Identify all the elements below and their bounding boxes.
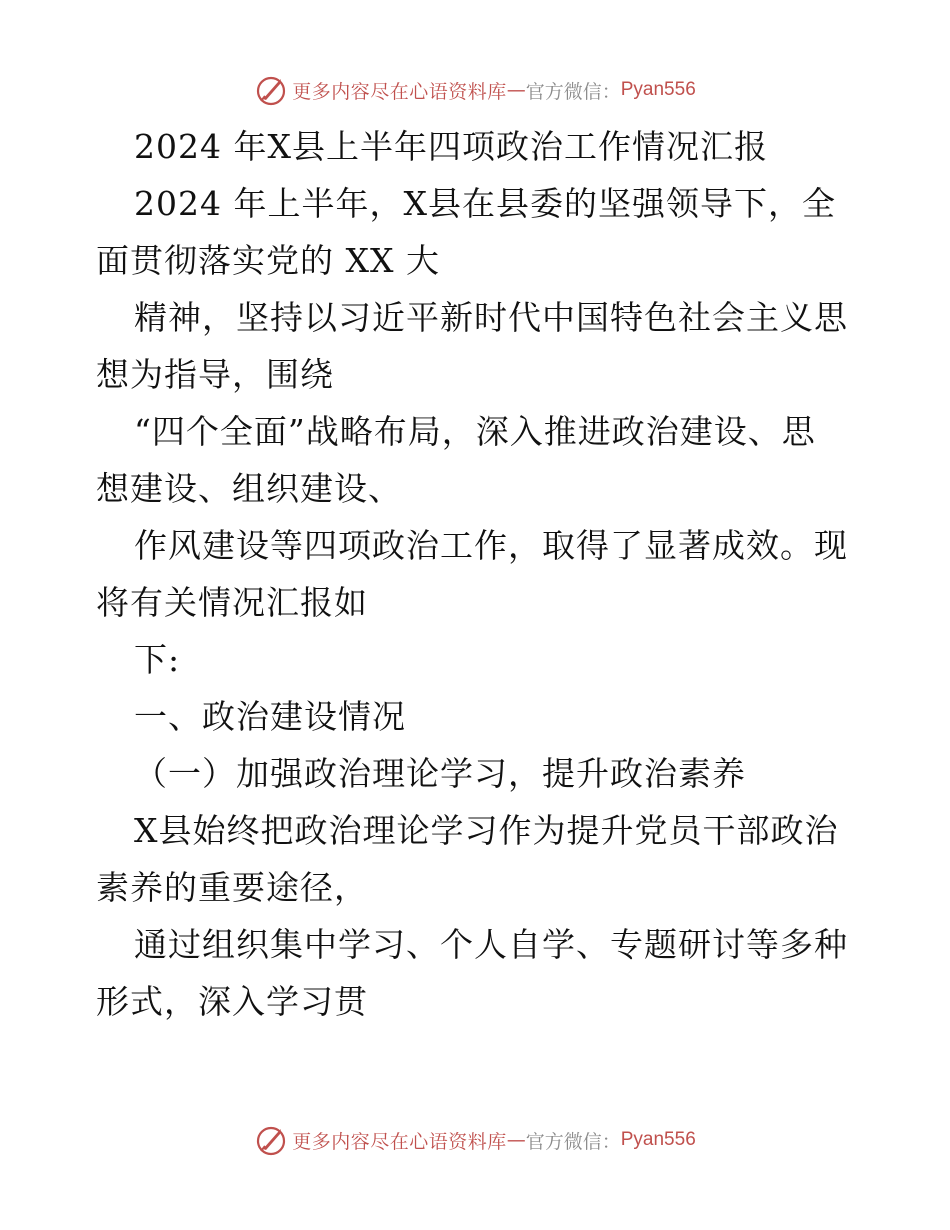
paragraph-line: 2024 年上半年，X县在县委的坚强领导下，全 xyxy=(134,184,836,223)
paragraph-line: 作风建设等四项政治工作，取得了显著成效。现 xyxy=(134,526,848,565)
paragraph-line: 面贯彻落实党的 XX 大 xyxy=(96,241,440,280)
watermark-dash: — xyxy=(506,1129,526,1151)
paragraph-line: 下: xyxy=(134,640,181,679)
header-watermark xyxy=(0,72,950,108)
quill-logo-icon xyxy=(254,1123,288,1157)
watermark-wechat-label: 官方微信： xyxy=(525,80,621,103)
watermark-main-text: 更多内容尽在心语资料库 xyxy=(292,1130,507,1153)
watermark-main-text: 更多内容尽在心语资料库 xyxy=(292,80,507,103)
paragraph-line: 精神，坚持以习近平新时代中国特色社会主义思 xyxy=(134,298,848,337)
paragraph-line: 形式，深入学习贯 xyxy=(96,982,368,1021)
section-heading: 一、政治建设情况 xyxy=(134,697,406,736)
paragraph-line: “四个全面”战略布局，深入推进政治建设、思 xyxy=(134,412,816,451)
subsection-heading: （一）加强政治理论学习，提升政治素养 xyxy=(134,754,746,793)
document-title: 2024 年X县上半年四项政治工作情况汇报 xyxy=(134,127,768,166)
document-body xyxy=(96,118,856,1030)
footer-watermark xyxy=(0,1122,950,1158)
paragraph-line: 通过组织集中学习、个人自学、专题研讨等多种 xyxy=(134,925,848,964)
paragraph-line: X县始终把政治理论学习作为提升党员干部政治 xyxy=(134,811,839,850)
paragraph-line: 素养的重要途径， xyxy=(96,868,368,907)
paragraph-line: 想为指导，围绕 xyxy=(96,355,334,394)
watermark-wechat-id: Pyan556 xyxy=(620,1129,696,1150)
watermark-wechat-id: Pyan556 xyxy=(620,79,696,100)
watermark-wechat-label: 官方微信： xyxy=(525,1130,621,1153)
quill-logo-icon xyxy=(254,73,288,107)
watermark-dash: — xyxy=(506,79,526,101)
paragraph-line: 想建设、组织建设、 xyxy=(96,469,402,508)
paragraph-line: 将有关情况汇报如 xyxy=(96,583,368,622)
